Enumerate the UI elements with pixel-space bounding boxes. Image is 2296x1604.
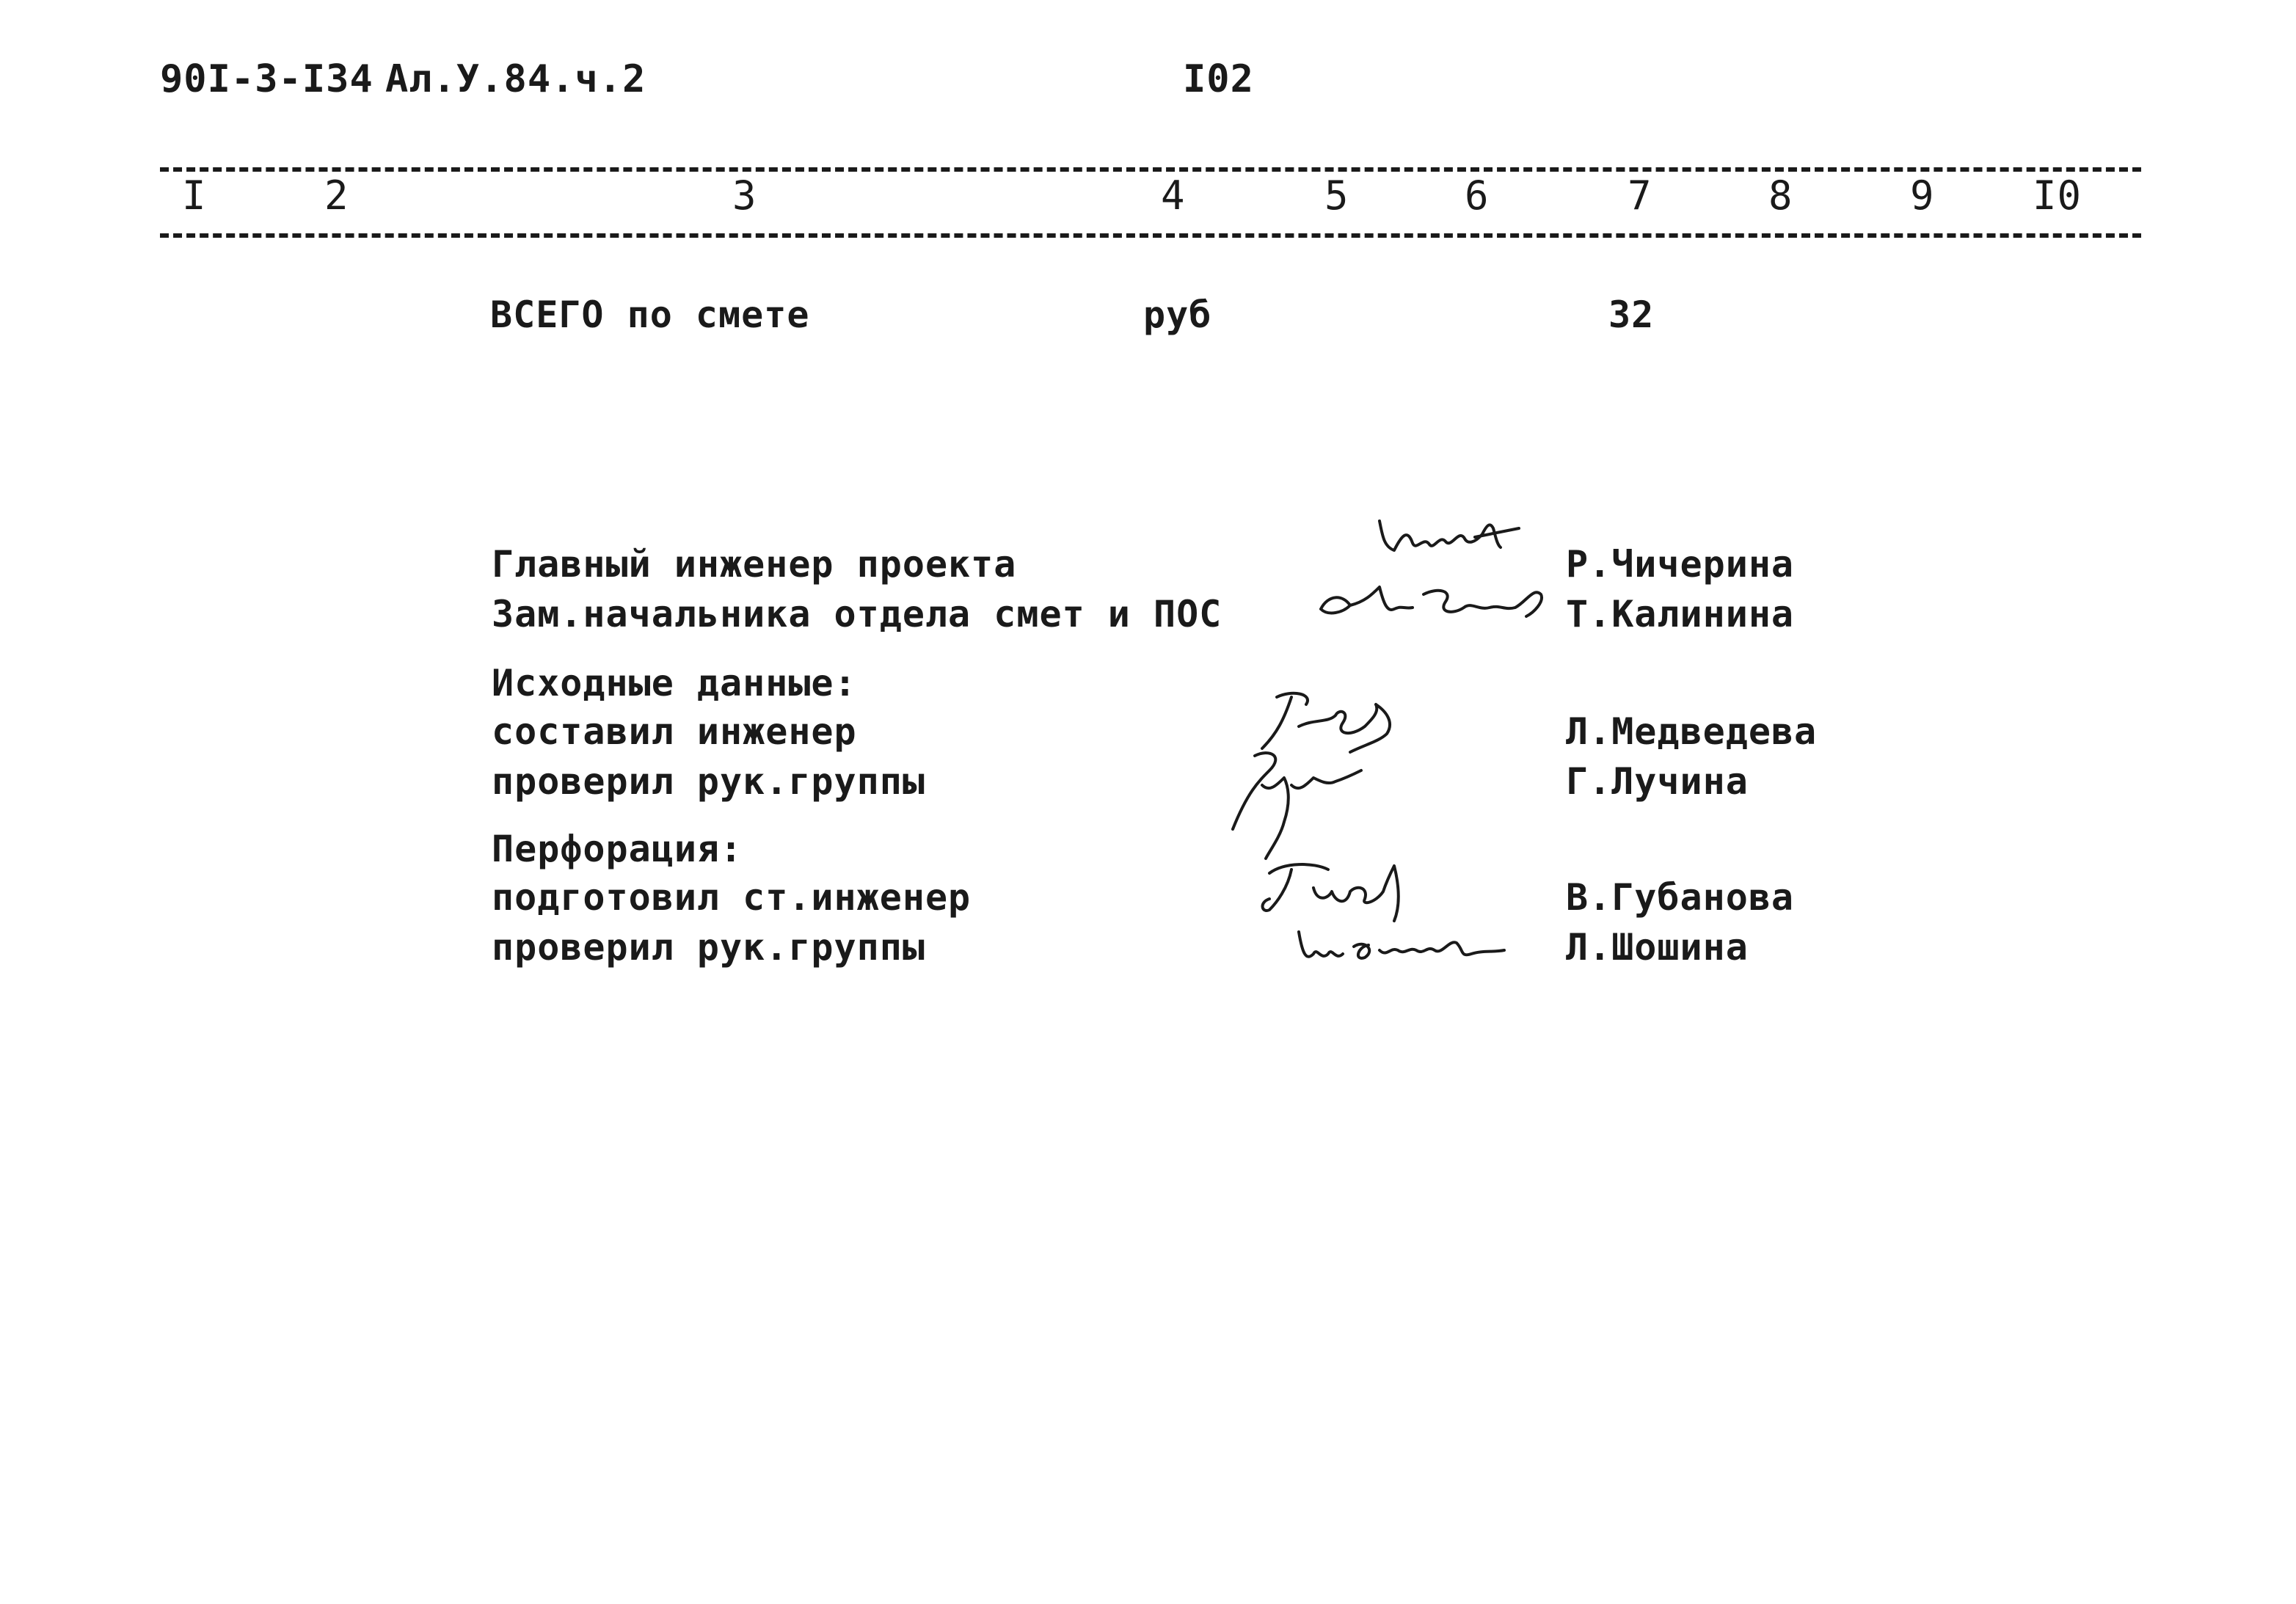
role-prepared-by: подготовил ст.инженер [492,876,972,919]
column-number-7: 7 [1628,172,1652,219]
total-value: 32 [1608,294,1655,336]
heading-perforation: Перфорация: [492,828,743,870]
signature-luchina [1218,741,1380,866]
album-code: Ал.У.84.ч.2 [385,57,646,101]
table-header-top-rule [160,167,2141,172]
column-number-10: I0 [2033,172,2082,219]
name-gubanova: В.Губанова [1566,876,1795,919]
role-chief-engineer: Главный инженер проекта [492,543,1017,586]
column-number-1: I [182,172,207,219]
total-unit: руб [1143,294,1212,336]
column-number-8: 8 [1768,172,1793,219]
page-number: I02 [1183,57,1254,101]
role-checked-by-1: проверил рук.группы [492,760,925,803]
name-shoshina: Л.Шошина [1566,926,1749,969]
signature-chicherina [1372,506,1534,565]
column-number-5: 5 [1324,172,1349,219]
role-deputy-head: Зам.начальника отдела смет и ПОС [492,593,1222,635]
column-number-2: 2 [324,172,349,219]
document-code: 90I-3-I34 [160,57,373,101]
role-compiled-by: составил инженер [492,710,857,753]
name-chicherina: Р.Чичерина [1566,543,1795,586]
table-header-bottom-rule [160,233,2141,238]
heading-source-data: Исходные данные: [492,662,857,704]
column-number-3: 3 [732,172,757,219]
role-checked-by-2: проверил рук.группы [492,926,925,969]
name-kalinina: Т.Калинина [1566,593,1795,635]
column-number-4: 4 [1161,172,1186,219]
name-luchina: Г.Лучина [1566,760,1749,803]
name-medvedeva: Л.Медведева [1566,710,1818,753]
total-label: ВСЕГО по смете [490,294,810,336]
column-number-6: 6 [1465,172,1490,219]
signature-kalinina [1313,572,1563,631]
column-number-9: 9 [1910,172,1935,219]
signature-shoshina [1284,910,1519,983]
